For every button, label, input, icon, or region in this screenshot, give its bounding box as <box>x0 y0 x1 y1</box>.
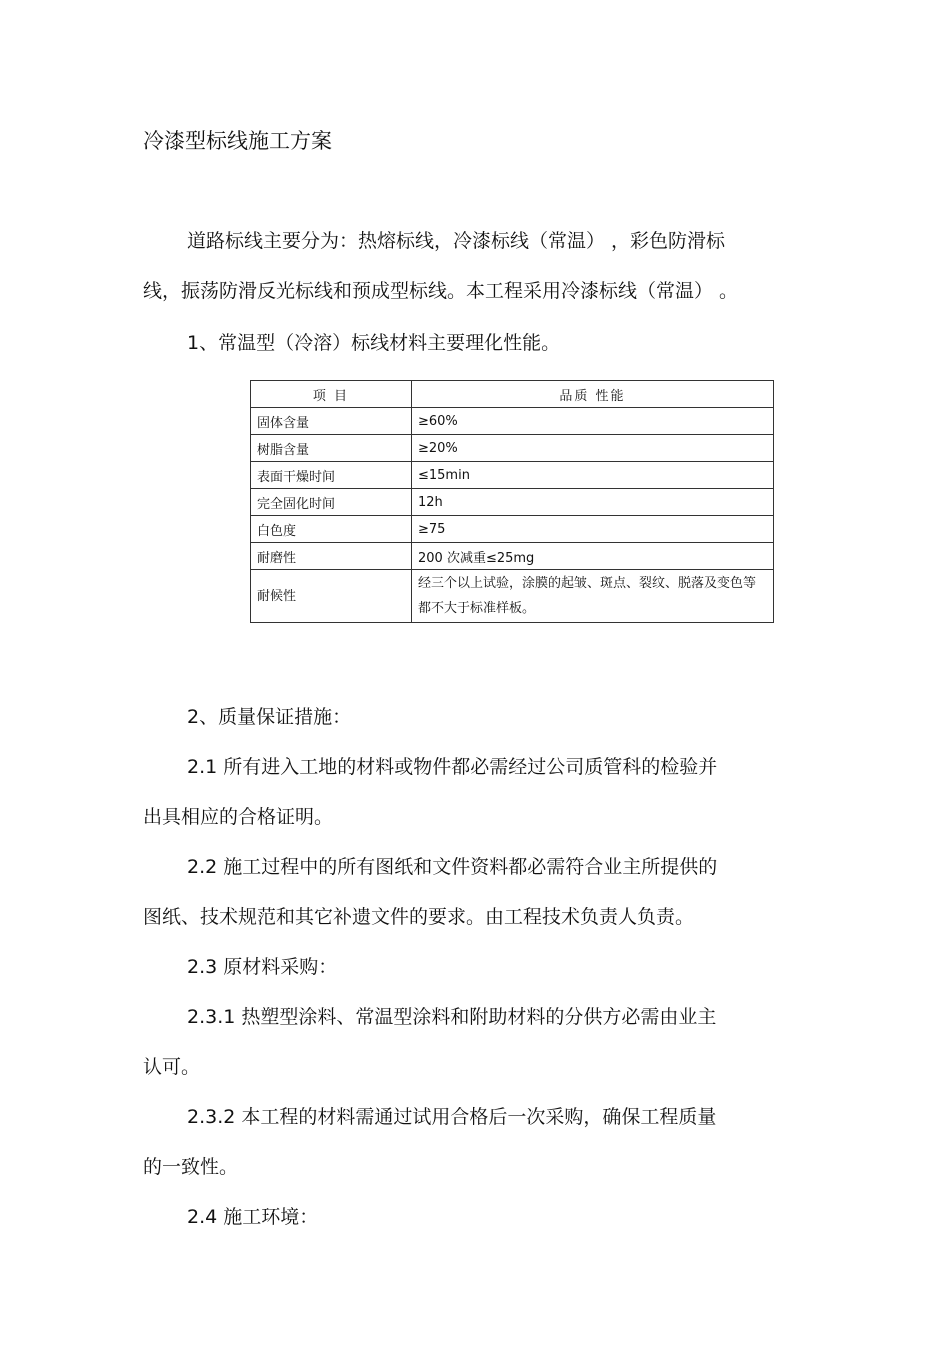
para-2-1-line-2: 出具相应的合格证明。 <box>143 806 334 828</box>
table-cell-name: 固体含量 <box>251 408 412 435</box>
section-1-heading: 1、常温型（冷溶）标线材料主要理化性能。 <box>187 332 561 354</box>
table-cell-name: 白色度 <box>251 516 412 543</box>
intro-line-2: 线，振荡防滑反光标线和预成型标线。本工程采用冷漆标线（常温） 。 <box>143 280 739 302</box>
table-cell-value: ≥75 <box>412 516 774 543</box>
table-cell-name: 耐候性 <box>251 570 412 623</box>
table-cell-name: 树脂含量 <box>251 435 412 462</box>
document-title: 冷漆型标线施工方案 <box>143 129 332 153</box>
intro-line-1: 道路标线主要分为：热熔标线，冷漆标线（常温） ，彩色防滑标 <box>187 230 726 252</box>
para-2-3-1-line-1: 2.3.1 热塑型涂料、常温型涂料和附助材料的分供方必需由业主 <box>187 1006 717 1028</box>
para-2-3-1-line-2: 认可。 <box>143 1056 201 1078</box>
table-header-row <box>251 381 774 408</box>
table-row <box>251 570 774 623</box>
table-cell-name: 表面干燥时间 <box>251 462 412 489</box>
para-2-3-2-line-2: 的一致性。 <box>143 1156 239 1178</box>
table-row <box>251 462 774 489</box>
para-2-4: 2.4 施工环境： <box>187 1206 319 1228</box>
table-cell-value: 12h <box>412 489 774 516</box>
para-2-2-line-1: 2.2 施工过程中的所有图纸和文件资料都必需符合业主所提供的 <box>187 856 718 878</box>
table-header-quality: 品质 性能 <box>412 381 774 408</box>
table-row <box>251 489 774 516</box>
table-cell-value: ≥60% <box>412 408 774 435</box>
table-header-item: 项 目 <box>251 381 412 408</box>
para-2-1-line-1: 2.1 所有进入工地的材料或物件都必需经过公司质管科的检验并 <box>187 756 718 778</box>
material-properties-table <box>250 380 774 623</box>
table-row <box>251 435 774 462</box>
table-row <box>251 543 774 570</box>
table-row <box>251 408 774 435</box>
table-cell-value: ≤15min <box>412 462 774 489</box>
section-2-heading: 2、质量保证措施： <box>187 706 352 728</box>
para-2-2-line-2: 图纸、技术规范和其它补遗文件的要求。由工程技术负责人负责。 <box>143 906 695 928</box>
table-cell-value: 200 次减重≤25mg <box>412 543 774 570</box>
table-cell-value: 经三个以上试验，涂膜的起皱、斑点、裂纹、脱落及变色等都不大于标准样板。 <box>412 570 774 623</box>
table-cell-name: 耐磨性 <box>251 543 412 570</box>
para-2-3-2-line-1: 2.3.2 本工程的材料需通过试用合格后一次采购，确保工程质量 <box>187 1106 717 1128</box>
table-cell-value: ≥20% <box>412 435 774 462</box>
table-row <box>251 516 774 543</box>
para-2-3: 2.3 原材料采购： <box>187 956 338 978</box>
table-cell-name: 完全固化时间 <box>251 489 412 516</box>
